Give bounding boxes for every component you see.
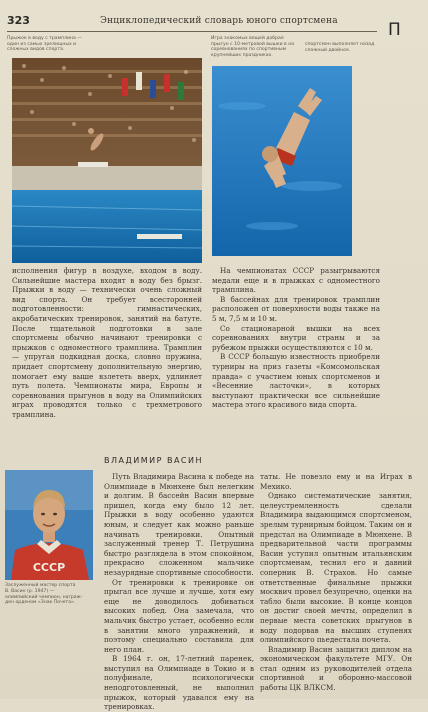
bio-column-1 — [104, 472, 254, 712]
margin-note-3: спортсмен выполняет назад сложный двойное. — [305, 42, 375, 53]
diver-illustration — [212, 66, 352, 256]
photo-diver-in-air — [212, 66, 352, 256]
shirt-lettering: CCCP — [32, 561, 66, 574]
portrait-caption: Заслуженный мастер спорта В. Васин (р. 1947) — олимпийский чемпион, награж- ден орденом «Знак Почета». — [5, 583, 83, 606]
diving-pool-illustration — [12, 58, 202, 263]
bio-paragraph: таты. Не повезло ему и на Играх в Мехико. — [260, 472, 412, 491]
bio-paragraph: Владимир Васин защитил диплом на экономическом факультете МГУ. Он стал одним из руководителей отдела спортивной и оборонно-массовой работы ЦК ВЛКСМ. — [260, 644, 412, 693]
bio-paragraph: От тренировки к тренировке он прыгал все лучше и лучше, хотя ему еще не доводилось добиваться высоких побед. Она замечала, что мальчик быстро устает, особенно если в занятии много упражнений, и поэтому специально составила для него план. — [104, 577, 254, 654]
article-paragraph: На чемпионатах СССР разыгрываются медали еще и в прыжках с одноместного трамплина. — [212, 266, 380, 295]
photo-diving-pool — [12, 58, 202, 263]
header-rule — [7, 31, 377, 32]
article-paragraph: В СССР большую известность приобрели турниры на приз газеты «Комсомольская правда» с участием юных спортсменов и «Весенние ласточки», в которых выступают практически все сильнейшие мастера этого красивого вида спорта. — [212, 352, 380, 410]
article-column-1 — [12, 266, 202, 420]
section-letter: П — [388, 20, 401, 40]
portrait-photo — [5, 470, 93, 580]
bio-paragraph: В 1964 г. он, 17-летний паренек, выступил на Олимпиаде в Токио и в полуфинале, психологически неподготовленный, не выполнил прыжок, который удавался ему на тренировках. — [104, 654, 254, 712]
margin-note-2: Игра знакомых вещей добрая прыгун с 10-метровой вышки в на соревнованиях по спортивным крупнейших праздниках. — [211, 36, 295, 58]
article-paragraph: исполнения фигур в воздухе, входом в воду. Сильнейшие мастера входят в воду без брызг. Прыжки в воду — технически очень сложный вид спорта. Он требует всесторонней подготовленности: гимнастических, акробатических тренировок, занятий на батуте. После тщательной подготовки в зале спортсмены обычно начинают тренировки с прыжков с одноместного трамплина. Трамплин — упругая подкидная доска, словно пружина, придает спортсмену дополнительную энергию, помогает ему выше взлететь вверх, удлиняет путь полета. Чемпионаты мира, Европы и соревнования прыгунов в воду на Олимпийских играх проводятся только с трехметрового трамплина. — [12, 266, 202, 419]
bio-paragraph: Однако систематические занятия, целеустремленность сделали Владимира выдающимся спортсменом, зрелым турнирным бойцом. Таким он и предстал на Олимпиаде в Мюнхене. В предварительной части программы Васин уступил опытным итальянским спортсменам, теснил его и давний соперник В. Страхов. Но самые ответственные финальные прыжки москвич провел безупречно, оценки на табло были высокие. В конце концов он достиг своей мечты, определил в первые места советских прыгунов в воду подорвав на высших ступенях олимпийского пьедестала почета. — [260, 491, 412, 645]
bio-paragraph: Путь Владимира Васина к победе на Олимпиаде в Мюнхене был нелегким и долгим. В бассейн Васин впервые пришел, когда ему было 12 лет. Прыжки в воду особенно удаются юным, и следует как можно раньше начинать тренировки. Опытный заслуженный тренер Т. Петрушина быстро разглядела в этом спокойном, прекрасно сложенном мальчике незаурядные спортивные способности. — [104, 472, 254, 577]
article-paragraph: Со стационарной вышки на всех соревнованиях внутри страны и за рубежом прыжки осуществляются с 10 м. — [212, 323, 380, 352]
margin-note-1: Прыжок в воду с трамплина — один из самых зрелищных и сложных видов спорта. — [7, 36, 82, 53]
section-title: ВЛАДИМИР ВАСИН — [104, 456, 204, 465]
article-column-2 — [212, 266, 380, 410]
article-paragraph: В бассейнах для тренировок трамплин расположен от поверхности воды также на 5 м, 7,5 м и 10 м. — [212, 294, 380, 323]
portrait-illustration — [5, 470, 93, 580]
running-title: Энциклопедический словарь юного спортсмена — [100, 16, 338, 26]
page-number: 323 — [7, 14, 30, 27]
bio-column-2 — [260, 472, 412, 693]
